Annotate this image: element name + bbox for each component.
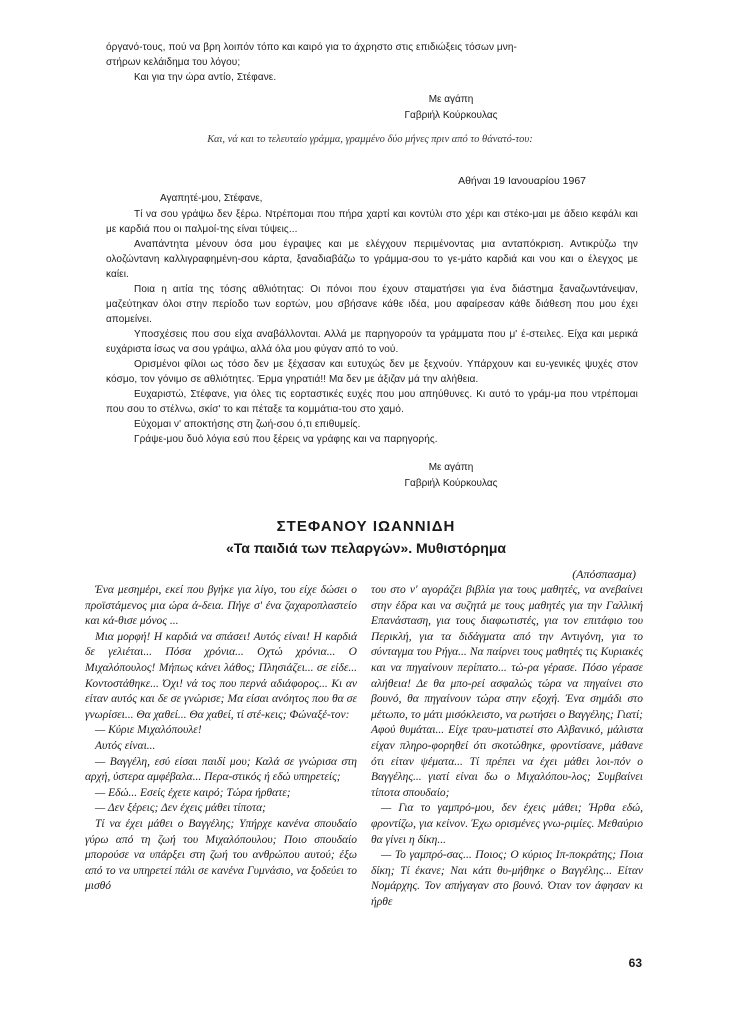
novel-author: ΣΤΕΦΑΝΟΥ ΙΩΑΝΝΙΔΗ bbox=[276, 518, 456, 535]
column-paragraph: του στο ν' αγοράζει βιβλία για τους μαθητές, να ανεβαίνει στην έδρα και να συζητά με τους μαθητές για την Γαλλική Επανάσταση, για τους διαφωτιστές, για τον επιτάφιο του Περικλή, για τα διδάγματα από την Αντιγόνη, για το σύνταγμα του Ρήγα... Να παίρνει τους μαθητές τις Κυριακές και να πηγαίνουν περίπατο... τώ-ρα γέρασε. Πόσο γέρασε αλήθεια! Δε θα μπο-ρεί ασφαλώς τώρα να πηγαίνει στο βουνό, θα πηγαίνουν τώρα στην εξοχή. Ένα σημάδι στο μέτωπο, το μάτι μισόκλειστο, να ρωτήσει ο Βαγγέλης; Γιατί; Αφού θυμάται... Είχε τραυ-ματιστεί στο Αλβανικό, μάλιστα είχαν πληρο-φορηθεί ότι σκοτώθηκε, φροντίσανε, μάθανε ότι είταν ψέματα... Τί πρέπει να έχει μάθει λοι-πόν ο Βαγγέλης... γιατί είναι δω ο Μιχαλόπου-λος; Συμβαίνει τίποτα σπουδαίο; bbox=[371, 584, 643, 799]
editorial-note: Και, νά και το τελευταίο γράμμα, γραμμένο δύο μήνες πριν από το θάνατό-του: bbox=[207, 134, 533, 145]
letter-one-signature bbox=[386, 92, 516, 124]
page-number: 63 bbox=[628, 956, 642, 970]
letter-paragraph: Ορισμένοι φίλοι ως τόσο δεν με ξέχασαν και ευτυχώς δεν με ξεχνούν. Υπάρχουν και ευ-γενικές ψυχές στον κόσμο, τον γόνιμο σε αθλιότητες. Έρμα γηρατιά!! Μα δεν με άξιζαν μά την αλήθεια. bbox=[106, 359, 638, 385]
letter-paragraph: Γράψε-μου δυό λόγια εσύ που ξέρεις να γράφης και να παρηγορής. bbox=[134, 434, 438, 445]
letter-paragraph: Ποια η αιτία της τόσης αθλιότητας: Οι πόνοι που έχουν σταματήσει για ένα διάστημα ξαναζωντάνεψαν, μαζεύτηκαν όλοι στην περίοδο των εορτών, μου σβήσανε κάθε ιδέα, μου αφαίρεσαν κάθε διάθεση που μου έχει απομείνει. bbox=[106, 284, 638, 325]
column-paragraph: Τί να έχει μάθει ο Βαγγέλης; Υπήρχε κανένα σπουδαίο γύρω από τη ζωή του Μιχαλόπουλου; Ποιο σπουδαίο μπορούσε να υπάρξει στη ζωή του ανθρώπου αυτού; έξω από το να υπηρετεί πάλι σε κανένα Γυμνάσιο, να ξοδεύει το μισθό bbox=[85, 817, 357, 893]
right-column bbox=[371, 583, 643, 910]
letter-two-body bbox=[106, 207, 638, 447]
signature: Γαβριήλ Κούρκουλας bbox=[404, 110, 498, 121]
column-paragraph: Αυτός είναι... bbox=[95, 739, 156, 752]
letter-one-ending bbox=[106, 40, 626, 85]
column-paragraph: — Κύριε Μιχαλόπουλε! bbox=[95, 724, 202, 737]
letter-one-line: όργανό-τους, πού να βρη λοιπόν τόπο και καιρό για το άχρηστο στις επιδιώξεις τόσων μνη- bbox=[106, 42, 517, 53]
letter-one-line: στήρων κελάιδημα του λόγου; bbox=[106, 57, 241, 68]
letter-paragraph: Τί να σου γράψω δεν ξέρω. Ντρέπομαι που πήρα χαρτί και κοντύλι στο χέρι και στέκο-μαι με άδειο κεφάλι και με καρδιά που οι παλμοί-της είναι τύψεις... bbox=[106, 209, 638, 235]
letter-paragraph: Εύχομαι ν' αποκτήσης στη ζωή-σου ό,τι επιθυμείς. bbox=[134, 419, 361, 430]
salutation: Αγαπητέ-μου, Στέφανε, bbox=[160, 193, 263, 204]
signature: Γαβριήλ Κούρκουλας bbox=[404, 478, 498, 489]
excerpt-label: (Απόσπασμα) bbox=[572, 567, 636, 581]
novel-title: «Τα παιδιά των πελαργών». Μυθιστόρημα bbox=[225, 540, 507, 556]
column-paragraph: Μια μορφή! Η καρδιά να σπάσει! Αυτός είναι! Η καρδιά δε γελιέται... Πόσα χρόνια... Οχτώ χρόνια... Ο Μιχαλόπουλος! Μήπως κάνει λάθος; Πλησιάζει... σε είδε... Κοντοστάθηκε... Όχι! νά τος που περνά αδιάφορος... Κι αν είταν αυτός και δε σε γνώρισε; Μα είσαι ανόητος που θα σε γνωρίσει... Θα χαθεί... Θα χαθεί, τί στέ-κεις; Φώναξέ-τον: bbox=[85, 630, 357, 721]
left-column bbox=[85, 583, 357, 895]
column-paragraph: — Βαγγέλη, εσύ είσαι παιδί μου; Καλά σε γνώρισα στη αρχή, ύστερα αμφέβαλα... Περα-στικός ή εδώ υπηρετείς; bbox=[85, 755, 357, 784]
column-paragraph: — Το γαμπρό-σας... Ποιος; Ο κύριος Ιπ-ποκράτης; Ποια δίκη; Τί έκανε; Ναι κάτι θυ-μήθηκε ο Βαγγέλης... Είταν Νομάρχης. Τον απήγαγαν στο βουνό. Όταν τον άφησαν κι ήρθε bbox=[371, 849, 643, 908]
letter-paragraph: Υποσχέσεις που σου είχα αναβάλλονται. Αλλά με παρηγορούν τα γράμματα που μ' έ-στειλες. Είχα και μερικά ευχάριστα ίσως να σου γράψω, αλλά όλα μου φύγαν από το νού. bbox=[106, 329, 638, 355]
letter-date: Αθήναι 19 Ιανουαρίου 1967 bbox=[458, 175, 586, 187]
letter-paragraph: Αναπάντητα μένουν όσα μου έγραψες και με ελέγχουν περιμένοντας μια ανταπόκριση. Αντικρύζω την ολοζώντανη καλλιγραφημένη-σου κάρτα, ξαναδιαβάζω το γράμμα-σου το γε-μάτο καρδιά και νου και ο έλεγχος με καίει. bbox=[106, 239, 638, 280]
closing: Με αγάπη bbox=[428, 462, 474, 473]
letter-one-line: Και για την ώρα αντίο, Στέφανε. bbox=[134, 72, 277, 83]
letter-paragraph: Ευχαριστώ, Στέφανε, για όλες τις εορταστικές ευχές που μου απηύθυνες. Κι αυτό το γράμ-μα που ντρέπομαι που σου το στέλνω, σκίσ' το και πέταξε τα κομμάτια-του στο χαμό. bbox=[106, 389, 638, 415]
column-paragraph: Ένα μεσημέρι, εκεί που βγήκε για λίγο, του είχε δώσει ο προϊστάμενος μια ώρα ά-δεια. Πήγε σ' ένα ζαχαροπλαστείο και κά-θισε μόνος ... bbox=[85, 584, 357, 628]
column-paragraph: — Για το γαμπρό-μου, δεν έχεις μάθει; Ήρθα εδώ, φροντίζω, για κείνον. Έχω ορισμένες γνω-ριμίες. Μεθαύριο θα γίνει η δίκη... bbox=[371, 802, 643, 846]
letter-two-signature bbox=[386, 460, 516, 492]
column-paragraph: — Δεν ξέρεις; Δεν έχεις μάθει τίποτα; bbox=[95, 802, 267, 815]
closing: Με αγάπη bbox=[428, 94, 474, 105]
column-paragraph: — Εδώ... Εσείς έχετε καιρό; Τώρα ήρθατε; bbox=[95, 786, 291, 799]
